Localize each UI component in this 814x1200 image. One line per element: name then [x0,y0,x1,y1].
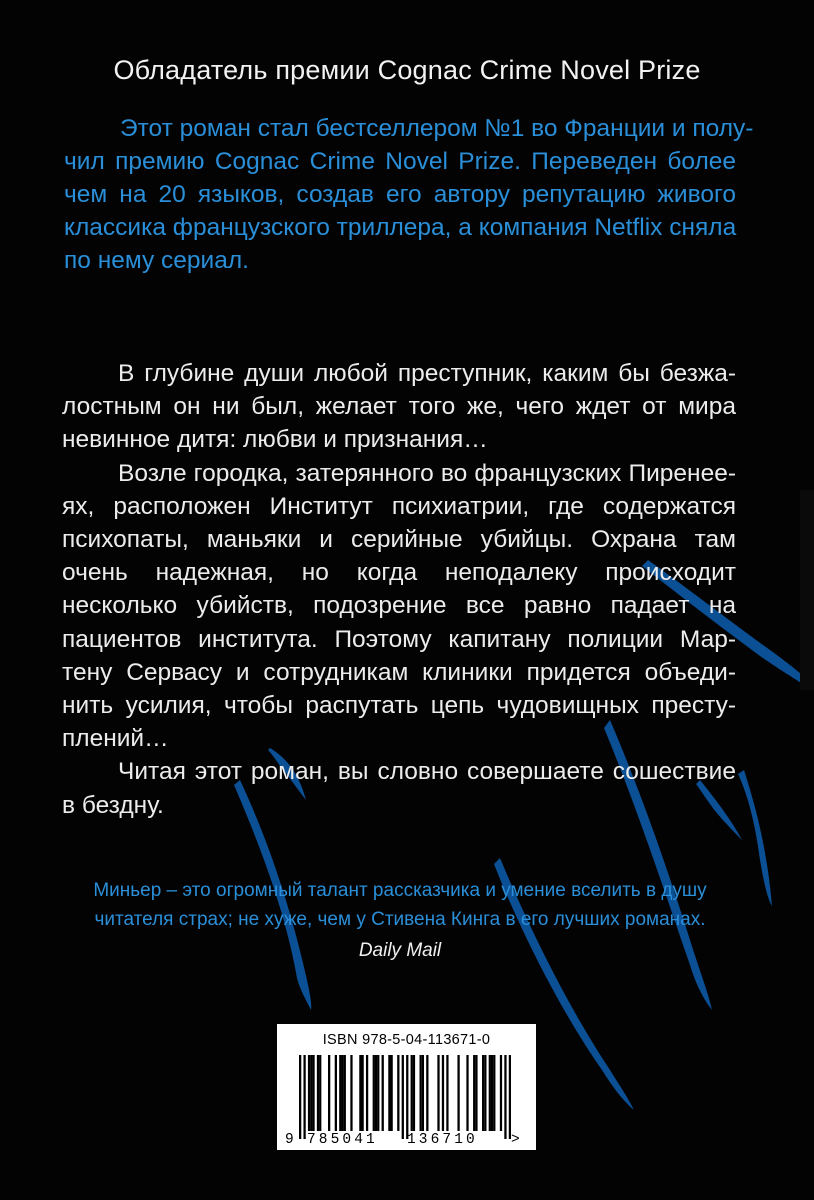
synopsis-line: Возле городка, затерянного во французских Пиренеe- [118,459,736,487]
barcode-bar [457,1055,459,1131]
synopsis-line: лостным он ни был, желает того же, чего ждет от мира [62,393,736,421]
barcode-bar [413,1055,415,1131]
synopsis-line: в бездну. [62,791,164,819]
quote-line: Миньер – это огромный талант рассказчика и умение вселить в душу [93,880,707,901]
barcode-bar [375,1055,377,1131]
review-quote [64,876,736,965]
promo-line: классика французского триллера, а компания Netflix сняла [64,214,737,241]
barcode-guard-bar [509,1055,511,1139]
right-edge-shade [800,490,814,690]
quote-line: читателя страх; не хуже, чем у Стивена Кинга в его лучших романах. [94,909,706,930]
barcode-bar [319,1055,321,1131]
barcode-bar [317,1055,319,1131]
barcode-bar [489,1055,491,1131]
barcode-bar [426,1055,428,1131]
barcode-bar [411,1055,413,1131]
promo-line: чил премию Cognac Crime Novel Prize. Переведен более [64,148,736,175]
barcode-bar [390,1055,392,1131]
synopsis-line: В глубине души любой преступник, каким бы безжа- [118,360,736,387]
barcode-bar [339,1055,341,1131]
barcode-bar [308,1055,310,1131]
barcode-bar [335,1055,337,1131]
barcode-bar [475,1055,477,1131]
barcode-bar [437,1055,439,1131]
synopsis-line: несколько убийств, подозрение все равно падает на [62,592,736,620]
award-heading: Обладатель премии Cognac Crime Novel Prize [113,55,701,85]
barcode-guard-bar [504,1055,506,1139]
barcode-bar [344,1055,346,1131]
synopsis-line: плений… [62,725,169,753]
barcode-bar [473,1055,475,1131]
barcode-bar [366,1055,368,1131]
barcode-bar [350,1055,352,1131]
barcode-bar [310,1055,312,1131]
promo-paragraph [64,112,754,277]
barcode-bar [422,1055,424,1131]
synopsis-line: нить усилия, чтобы распутать цепь чудовищных престу- [62,692,736,720]
barcode-bar [341,1055,343,1131]
synopsis-line: невинное дитя: любви и признания… [62,426,488,454]
barcode-guard-bar [303,1055,305,1139]
barcode-bar [420,1055,422,1131]
barcode-bar [359,1055,361,1131]
barcode-guard-bar [299,1055,301,1139]
barcode-quiet-zone-arrow: > [511,1132,520,1148]
barcode-bar [361,1055,363,1131]
synopsis-line: психопаты, маньяки и серийные убийцы. Охрана там [62,526,736,554]
barcode-bar [388,1055,390,1131]
barcode-bar [328,1055,330,1131]
barcode-bar [373,1055,375,1131]
scratch-mark-6 [738,770,772,906]
barcode-lead-digit: 9 [285,1132,294,1148]
barcode-bar [493,1055,495,1131]
synopsis-line: пациентов института. Поэтому капитану полиции Мар- [62,625,736,653]
barcode-digit-group-right: 136710 [407,1132,478,1148]
barcode-bar [491,1055,493,1131]
barcode-bar [466,1055,468,1131]
barcode-bar [484,1055,486,1131]
barcode-bar [312,1055,314,1131]
synopsis-text [62,357,736,822]
barcode-bar [482,1055,484,1131]
synopsis-line: тену Сервасу и сотрудникам клиники придется объеди- [62,658,736,686]
barcode-digit-group-left: 785041 [307,1132,378,1148]
barcode-bars [299,1055,511,1139]
barcode-bar [500,1055,502,1131]
synopsis-line: очень надежная, но когда неподалеку происходит [62,559,736,587]
barcode-guard-bar [406,1055,408,1139]
promo-line: по нему сериал. [64,247,249,274]
barcode-bar [442,1055,444,1131]
isbn-label: ISBN 978-5-04-113671-0 [322,1032,491,1048]
quote-source: Daily Mail [358,940,442,961]
promo-line: чем на 20 языков, создав его автору репутацию живого [64,181,736,208]
barcode-bar [377,1055,379,1131]
synopsis-line: Читая этот роман, вы словно совершаете сошествие [118,758,736,786]
barcode-bar [382,1055,384,1131]
barcode-bar [446,1055,448,1131]
isbn-barcode [277,1024,536,1150]
barcode-bar [397,1055,399,1131]
synopsis-line: ях, расположен Институт психиатрии, где содержатся [62,492,736,520]
barcode-guard-bar [402,1055,404,1139]
promo-line: Этот роман стал бестселлером №1 во Франции и полу- [120,115,754,142]
